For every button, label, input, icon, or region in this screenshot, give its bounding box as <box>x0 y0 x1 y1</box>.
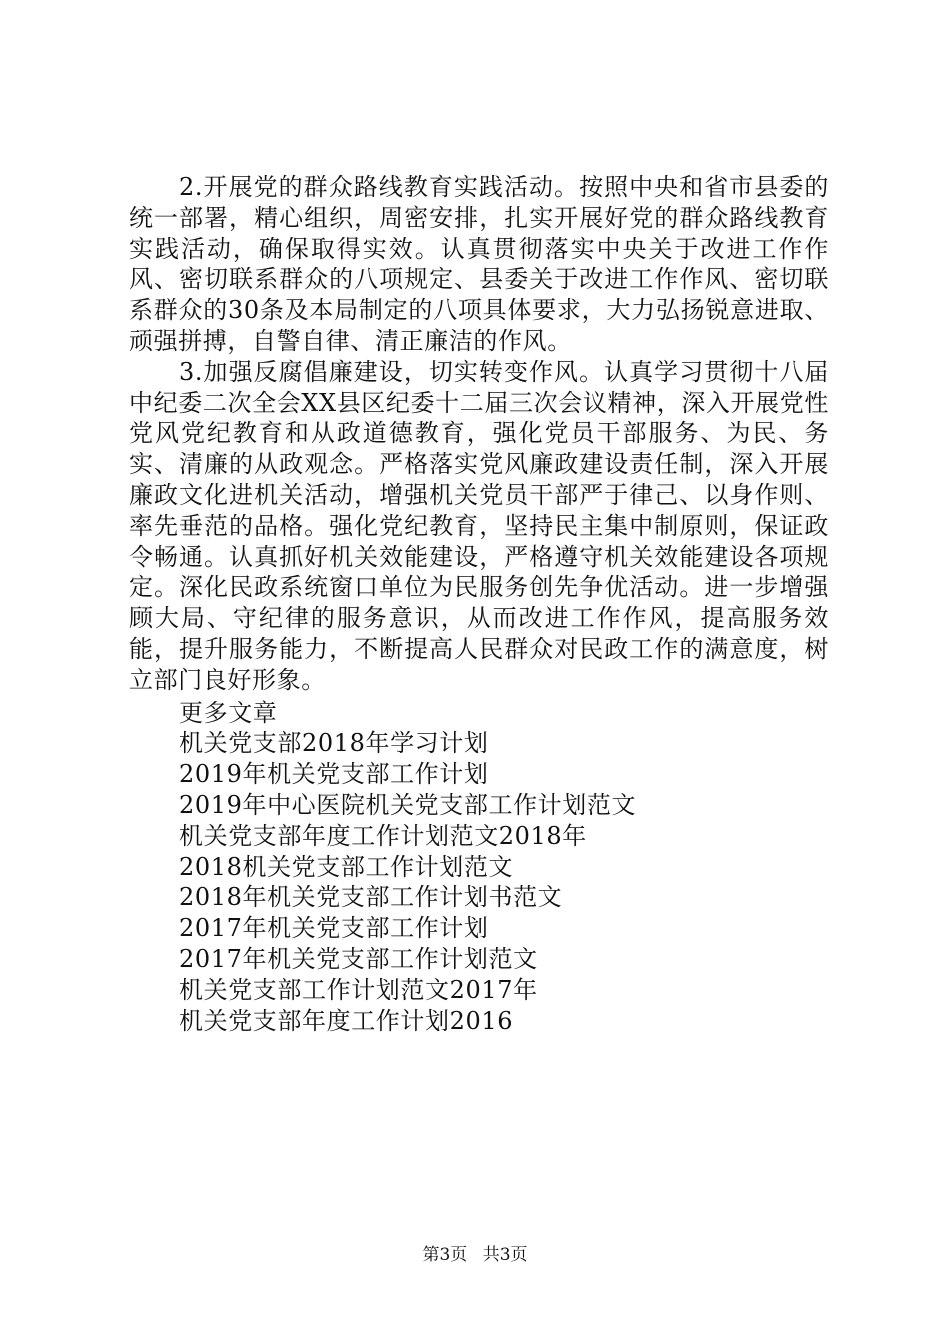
more-article-link[interactable]: 机关党支部工作计划范文2017年 <box>179 975 538 1004</box>
more-article-link[interactable]: 2017年机关党支部工作计划 <box>179 914 489 943</box>
page-number: 第3页 <box>422 1245 468 1265</box>
more-article-link[interactable]: 2017年机关党支部工作计划范文 <box>179 944 538 973</box>
page-total: 共3页 <box>482 1245 528 1265</box>
more-articles-section <box>129 698 829 1037</box>
more-article-link[interactable]: 机关党支部年度工作计划范文2018年 <box>179 821 587 850</box>
more-articles-title: 更多文章 <box>179 698 278 727</box>
paragraph-mass-line-campaign: 2.开展党的群众路线教育实践活动。按照中央和省市县委的统一部署，精心组织，周密安排，扎实开展好党的群众路线教育实践活动，确保取得实效。认真贯彻落实中央关于改进工作作风、密切联系群众的八项规定、县委关于改进工作作风、密切联系群众的30条及本局制定的八项具体要求，大力弘扬锐意进取、顽强拼搏，自警自律、清正廉洁的作风。 <box>129 173 829 355</box>
more-article-link[interactable]: 2019年机关党支部工作计划 <box>179 760 489 789</box>
document-body <box>129 172 829 1036</box>
more-article-link[interactable]: 2018机关党支部工作计划范文 <box>179 852 514 881</box>
paragraph-anti-corruption: 3.加强反腐倡廉建设，切实转变作风。认真学习贯彻十八届中纪委二次全会XX县区纪委十二届三次会议精神，深入开展党性党风党纪教育和从政道德教育，强化党员干部服务、为民、务实、清廉的从政观念。严格落实党风廉政建设责任制，深入开展廉政文化进机关活动，增强机关党员干部严于律己、以身作则、率先垂范的品格。强化党纪教育，坚持民主集中制原则，保证政令畅通。认真抓好机关效能建设，严格遵守机关效能建设各项规定。深化民政系统窗口单位为民服务创先争优活动。进一步增强顾大局、守纪律的服务意识，从而改进工作作风，提高服务效能，提升服务能力，不断提高人民群众对民政工作的满意度，树立部门良好形象。 <box>129 357 829 694</box>
page-footer <box>0 1244 950 1266</box>
more-articles-list <box>179 728 829 1036</box>
more-article-link[interactable]: 机关党支部2018年学习计划 <box>179 729 489 758</box>
more-article-link[interactable]: 2019年中心医院机关党支部工作计划范文 <box>179 790 637 819</box>
more-article-link[interactable]: 2018年机关党支部工作计划书范文 <box>179 883 563 912</box>
more-article-link[interactable]: 机关党支部年度工作计划2016 <box>179 1006 514 1035</box>
